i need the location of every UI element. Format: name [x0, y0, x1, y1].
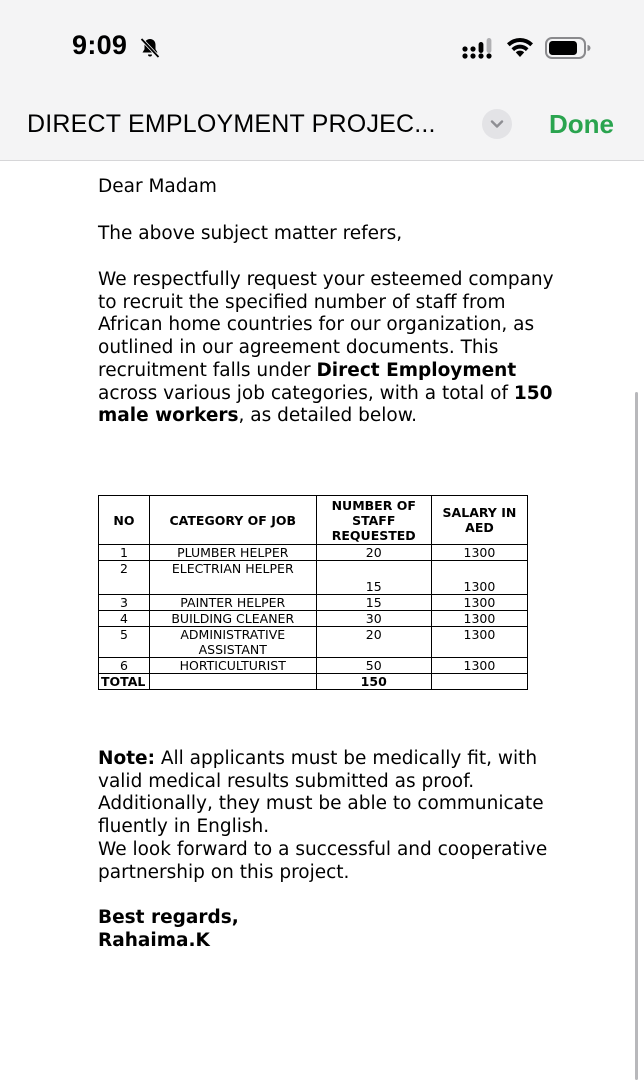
- battery-icon: [545, 37, 591, 59]
- header-number: NUMBER OF STAFF REQUESTED: [316, 496, 431, 545]
- total-label: TOTAL: [99, 674, 150, 690]
- total-value: 150: [316, 674, 431, 690]
- table-row: 5 ADMINISTRATIVE ASSISTANT 20 1300: [99, 627, 528, 658]
- header-category: CATEGORY OF JOB: [149, 496, 316, 545]
- table-row: 4 BUILDING CLEANER 30 1300: [99, 611, 528, 627]
- greeting: Dear Madam: [98, 176, 217, 197]
- status-time: 9:09: [72, 30, 128, 60]
- signature-block: [98, 907, 239, 952]
- scrollbar[interactable]: [635, 392, 638, 1080]
- bold-direct-employment: Direct Employment: [316, 359, 517, 381]
- staff-table: [98, 495, 528, 690]
- document-title: DIRECT EMPLOYMENT PROJEC...: [27, 110, 436, 138]
- table-row: 1 PLUMBER HELPER 20 1300: [99, 545, 528, 561]
- table-total-row: [99, 674, 528, 690]
- header-no: NO: [99, 496, 150, 545]
- regards: Best regards,: [98, 907, 239, 928]
- title-menu-button[interactable]: [482, 109, 512, 139]
- signature: Rahaima.K: [98, 929, 210, 951]
- wifi-icon: [506, 36, 534, 58]
- table-row: 6 HORTICULTURIST 50 1300: [99, 658, 528, 674]
- status-bar: [0, 0, 644, 92]
- body-paragraph: We respectfully request your esteemed company to recruit the specified number of staff from African home countries for our organization, as outlined in our agreement documents. This recruitment falls under Direct Employment across various job categories, with a total of 150 male workers, as detailed below.: [98, 269, 554, 427]
- note-paragraph: Note: All applicants must be medically fit, with valid medical results submitted as proof. Additionally, they must be able to communicate fluently in English. We look forward to a successful and cooperative partnership on this project.: [98, 748, 548, 883]
- table-row: 3 PAINTER HELPER 15 1300: [99, 595, 528, 611]
- table-row: 2 ELECTRIAN HELPER 15 1300: [99, 561, 528, 595]
- cellular-signal-icon: [461, 38, 495, 60]
- note-label: Note:: [98, 748, 155, 769]
- header-salary: SALARY IN AED: [431, 496, 527, 545]
- chevron-down-icon: [490, 119, 504, 129]
- navigation-bar: [0, 92, 644, 161]
- intro-line: The above subject matter refers,: [98, 223, 403, 244]
- done-button[interactable]: Done: [549, 109, 614, 139]
- closing-line: We look forward to a successful and cooperative partnership on this project.: [98, 838, 548, 883]
- bell-slash-icon: [138, 36, 162, 60]
- table-header-row: [99, 496, 528, 545]
- bold-male-workers: 150 male workers: [98, 382, 553, 427]
